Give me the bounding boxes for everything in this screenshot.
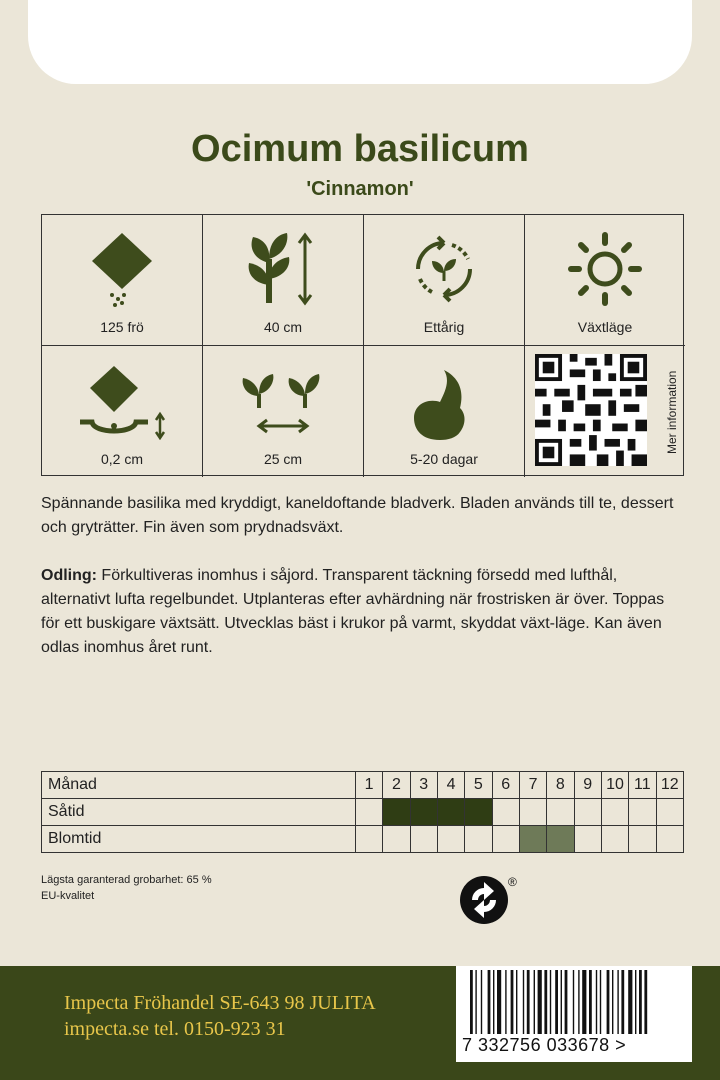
sowing-cell-active: [383, 799, 410, 826]
month-1: 1: [355, 772, 382, 799]
info-cell-spacing: [203, 346, 364, 477]
flowering-cell: [656, 826, 683, 853]
barcode-bar: [612, 970, 613, 1034]
info-cell-germination: [364, 346, 525, 477]
more-info-label: Mer information: [665, 370, 679, 454]
sowing-row-label: Såtid: [42, 799, 356, 826]
species-title: Ocimum basilicum: [191, 128, 529, 170]
info-cell-seeds: [42, 215, 203, 346]
barcode-bar: [565, 970, 568, 1034]
life-cycle-label: Ettårig: [423, 319, 465, 335]
month-8: 8: [547, 772, 574, 799]
barcode-bar: [578, 970, 579, 1034]
cultivation-body: Förkultiveras inomhus i såjord. Transparent täckning försedd med lufthål, alternativt lufta regelbundet. Utplanteras efter avhärdning när frostrisken är över. Toppas för ett buskigare växtsätt. Utvecklas bäst i krukor på varmt, skyddat växt-läge. Kan även odlas inomhus året runt.: [41, 567, 665, 656]
month-2: 2: [383, 772, 410, 799]
barcode-bar: [475, 970, 476, 1034]
svg-text:®: ®: [508, 875, 517, 889]
info-cell-depth: [42, 346, 203, 477]
sowing-cell: [492, 799, 519, 826]
info-cell-location: [525, 215, 685, 346]
flowering-cell: [574, 826, 601, 853]
plant-height-icon: [243, 229, 323, 309]
month-11: 11: [629, 772, 656, 799]
info-cell-height: [203, 215, 364, 346]
sowing-cell: [547, 799, 574, 826]
sowing-cell-active: [465, 799, 492, 826]
annual-cycle-icon: [404, 229, 484, 309]
barcode-bar: [582, 970, 586, 1034]
barcode-bar: [617, 970, 618, 1034]
company-address: [64, 990, 376, 1042]
company-address-line: Impecta Fröhandel SE-643 98 JULITA: [64, 992, 376, 1014]
sowing-cell-active: [410, 799, 437, 826]
sowing-cell: [656, 799, 683, 826]
barcode-bar: [561, 970, 562, 1034]
sowing-cell-active: [437, 799, 464, 826]
quality-notes: [41, 872, 212, 904]
cultivation-text: [41, 564, 686, 660]
calendar-header-label: Månad: [42, 772, 356, 799]
sowing-cell: [519, 799, 546, 826]
barcode-bar: [607, 970, 610, 1034]
month-7: 7: [519, 772, 546, 799]
sowing-cell: [574, 799, 601, 826]
month-9: 9: [574, 772, 601, 799]
packet-hang-tab: [28, 0, 692, 84]
barcode-bar: [544, 970, 547, 1034]
barcode-bar: [573, 970, 574, 1034]
barcode-bar: [516, 970, 517, 1034]
plant-spacing-label: 25 cm: [263, 451, 303, 467]
sowing-cell: [355, 799, 382, 826]
footer-bar: [0, 966, 720, 1080]
flowering-cell: [601, 826, 628, 853]
barcode-bar: [497, 970, 501, 1034]
barcode-bar: [527, 970, 530, 1034]
info-cell-qr[interactable]: [525, 346, 685, 477]
barcode-bar: [493, 970, 494, 1034]
qr-code-icon[interactable]: [535, 354, 647, 466]
barcode-bar: [523, 970, 524, 1034]
plant-height-label: 40 cm: [263, 319, 303, 335]
barcode-bar: [600, 970, 601, 1034]
month-6: 6: [492, 772, 519, 799]
seed-count-label: 125 frö: [100, 319, 144, 335]
calendar-row-flowering: [42, 826, 684, 853]
flowering-cell: [465, 826, 492, 853]
barcode-bar: [538, 970, 542, 1034]
location-label: Växtläge: [577, 319, 633, 335]
barcode-bar: [621, 970, 624, 1034]
flowering-cell: [437, 826, 464, 853]
eu-quality-note: EU-kvalitet: [41, 890, 95, 902]
barcode-bar: [589, 970, 592, 1034]
cultivation-heading: Odling:: [41, 567, 97, 584]
sowing-calendar: [41, 771, 684, 853]
barcode-bar: [481, 970, 482, 1034]
flowering-row-label: Blomtid: [42, 826, 356, 853]
barcode-bar: [488, 970, 491, 1034]
cultivar-name: 'Cinnamon': [306, 178, 414, 200]
calendar-row-sowing: [42, 799, 684, 826]
barcode-bar: [596, 970, 597, 1034]
month-3: 3: [410, 772, 437, 799]
flowering-cell: [355, 826, 382, 853]
barcode-bar: [550, 970, 551, 1034]
flowering-cell: [492, 826, 519, 853]
barcode-bar: [511, 970, 514, 1034]
barcode-bar: [505, 970, 506, 1034]
month-10: 10: [601, 772, 628, 799]
germination-rate-note: Lägsta garanterad grobarhet: 65 %: [41, 874, 212, 886]
flowering-cell-active: [519, 826, 546, 853]
seed-packet-icon: [82, 229, 162, 309]
month-4: 4: [437, 772, 464, 799]
plant-spacing-icon: [235, 360, 331, 440]
info-cell-annual: [364, 215, 525, 346]
sowing-depth-label: 0,2 cm: [100, 451, 143, 467]
barcode-bar: [534, 970, 535, 1034]
company-contact-line: impecta.se tel. 0150-923 31: [64, 1018, 286, 1040]
flowering-cell: [629, 826, 656, 853]
flowering-cell: [383, 826, 410, 853]
barcode-bar: [644, 970, 647, 1034]
green-dot-recycling-icon: [458, 872, 522, 928]
info-icon-grid: [41, 214, 684, 476]
barcode-bar: [555, 970, 558, 1034]
ean-barcode: [456, 966, 692, 1062]
barcode-bar: [635, 970, 636, 1034]
flowering-cell: [410, 826, 437, 853]
flowering-cell-active: [547, 826, 574, 853]
description-text: Spännande basilika med kryddigt, kaneldoftande bladverk. Bladen används till te, dessert och gryträtter. Fin även som prydnadsväxt.: [41, 495, 674, 536]
germination-icon: [404, 360, 484, 444]
sowing-cell: [629, 799, 656, 826]
calendar-header-row: [42, 772, 684, 799]
sun-icon: [565, 229, 645, 309]
barcode-bar: [628, 970, 632, 1034]
germination-time-label: 5-20 dagar: [410, 451, 478, 467]
sowing-depth-icon: [72, 360, 172, 440]
month-12: 12: [656, 772, 683, 799]
barcode-bar: [639, 970, 642, 1034]
barcode-digits: 7 332756 033678 >: [462, 1035, 627, 1055]
barcode-bar: [470, 970, 473, 1034]
month-5: 5: [465, 772, 492, 799]
barcode-bars-icon: [456, 970, 692, 1040]
sowing-cell: [601, 799, 628, 826]
